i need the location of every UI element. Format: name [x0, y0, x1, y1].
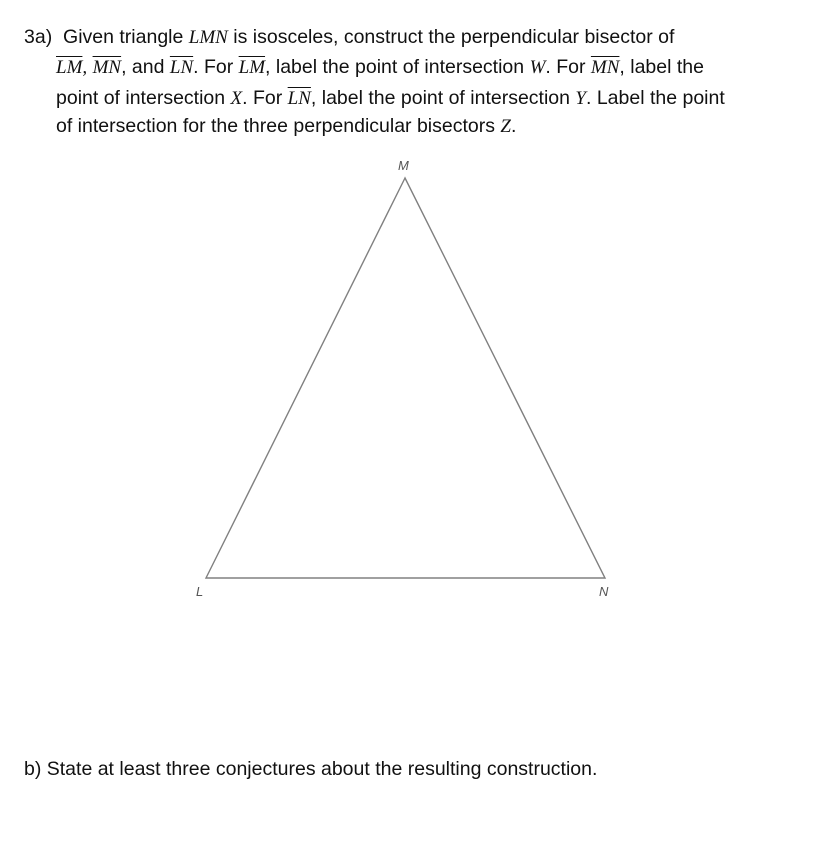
question-text: . For — [193, 56, 234, 78]
point-w: W — [529, 57, 546, 78]
segment-ln: $\overline{LN}$ — [169, 57, 194, 78]
question-text: Given triangle — [63, 26, 184, 48]
point-x: X — [230, 88, 243, 109]
vertex-label-m: M — [398, 158, 409, 173]
vertex-label-n: N — [599, 584, 609, 599]
segment-mn: $\overline{MN}$ — [92, 57, 122, 78]
question-text: , label the point of intersection — [310, 87, 570, 109]
vertex-label-l: L — [196, 584, 204, 599]
segment-mn: $\overline{MN}$ — [590, 57, 620, 78]
point-z: Z — [500, 116, 511, 137]
question-text: , label the point of intersection — [265, 56, 525, 78]
question-text: . For — [545, 56, 586, 78]
question-text: . For — [242, 87, 283, 109]
question-b-text: b) State at least three conjectures about the resulting construction. — [24, 758, 598, 780]
question-text: of intersection for the three perpendicular bisectors — [56, 115, 495, 137]
question-text: is isosceles, construct the perpendicular bisector of — [233, 26, 675, 48]
segment-lm: $\overline{LM}$ — [56, 57, 83, 78]
punctuation: , — [82, 57, 88, 78]
question-text: . Label the point — [586, 87, 725, 109]
triangle-name: LMN — [188, 27, 228, 48]
question-number: 3a) — [24, 26, 53, 48]
point-y: Y — [575, 88, 586, 109]
question-text: . — [511, 115, 517, 137]
question-text: point of intersection — [56, 87, 226, 109]
question-b — [24, 757, 597, 781]
segment-lm: $\overline{LM}$ — [238, 57, 266, 78]
question-text: , label the — [619, 56, 704, 78]
triangle-lmn — [206, 178, 605, 578]
segment-ln: $\overline{LN}$ — [287, 88, 311, 109]
question-text: , and — [121, 56, 165, 78]
